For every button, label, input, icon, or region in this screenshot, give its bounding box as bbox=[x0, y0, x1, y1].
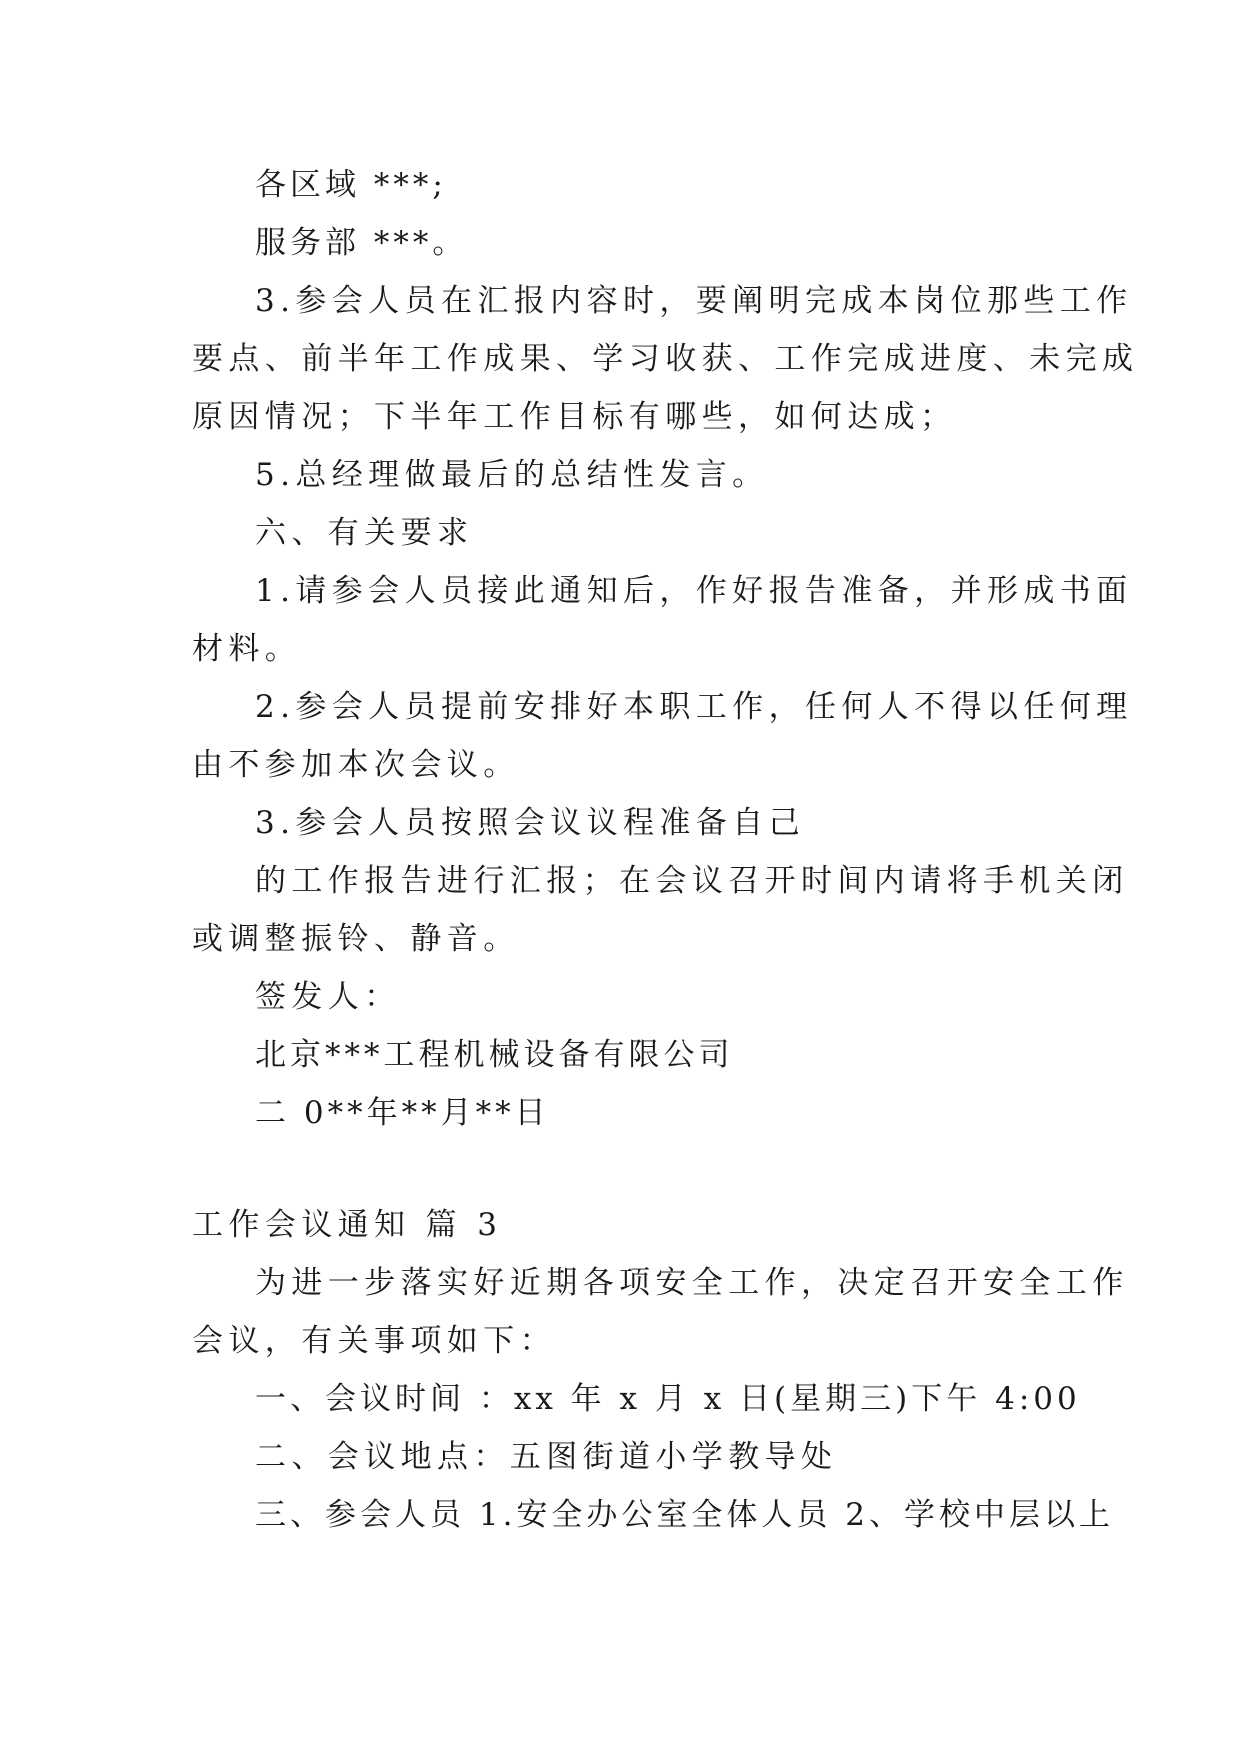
text-line: 的工作报告进行汇报；在会议召开时间内请将手机关闭 bbox=[255, 863, 1129, 899]
section-heading: 六、有关要求 bbox=[255, 515, 474, 551]
text-line: 5.总经理做最后的总结性发言。 bbox=[255, 457, 769, 493]
section-title: 工作会议通知 篇 3 bbox=[192, 1207, 503, 1243]
text-line: 或调整振铃、静音。 bbox=[192, 921, 520, 957]
attendees: 三、参会人员 1.安全办公室全体人员 2、学校中层以上 bbox=[255, 1497, 1115, 1533]
text-line: 3.参会人员在汇报内容时，要阐明完成本岗位那些工作 bbox=[255, 283, 1133, 319]
text-line: 材料。 bbox=[192, 631, 302, 667]
text-line: 3.参会人员按照会议议程准备自己 bbox=[255, 805, 805, 841]
date-line: 二 0**年**月**日 bbox=[255, 1095, 550, 1131]
text-line: 2.参会人员提前安排好本职工作，任何人不得以任何理 bbox=[255, 689, 1133, 725]
signer-label: 签发人： bbox=[255, 979, 401, 1015]
text-line: 由不参加本次会议。 bbox=[192, 747, 520, 783]
text-line: 原因情况；下半年工作目标有哪些，如何达成； bbox=[192, 399, 957, 435]
text-line: 要点、前半年工作成果、学习收获、工作完成进度、未完成 bbox=[192, 341, 1139, 377]
text-line: 服务部 ***。 bbox=[255, 225, 468, 261]
text-line: 会议，有关事项如下： bbox=[192, 1323, 556, 1359]
meeting-location: 二、会议地点：五图街道小学教导处 bbox=[255, 1439, 838, 1475]
text-line: 为进一步落实好近期各项安全工作，决定召开安全工作 bbox=[255, 1265, 1129, 1301]
text-line: 各区域 ***; bbox=[255, 167, 447, 203]
meeting-time: 一、会议时间 ：xx 年 x 月 x 日(星期三)下午 4:00 bbox=[255, 1381, 1081, 1417]
company-name: 北京***工程机械设备有限公司 bbox=[255, 1037, 734, 1073]
text-line: 1.请参会人员接此通知后，作好报告准备，并形成书面 bbox=[255, 573, 1133, 609]
